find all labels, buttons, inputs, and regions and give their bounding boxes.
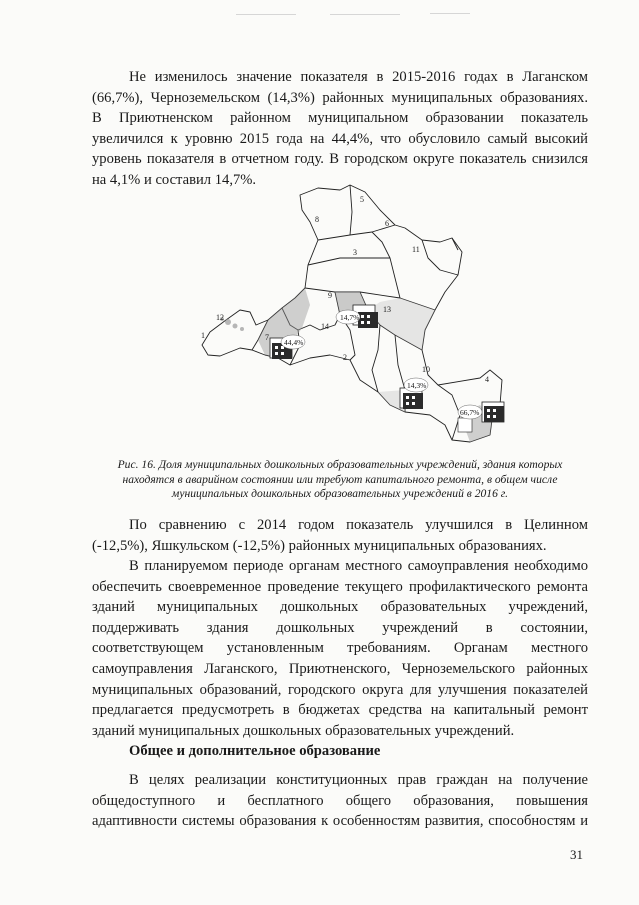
district-number-10: 10 xyxy=(422,365,430,374)
percent-label-city: 14,7% xyxy=(340,313,360,322)
percent-label-chernozemelsky: 14,3% xyxy=(407,381,427,390)
text-line: По сравнению с 2014 годом показатель улучшился в Целинном xyxy=(129,517,588,533)
paragraph-education xyxy=(92,770,588,832)
scan-artifact xyxy=(236,14,296,15)
text-line: поддерживать здания дошкольных учреждений в состоянии, xyxy=(92,619,588,636)
paragraph-recommendations xyxy=(92,556,588,741)
figure-caption xyxy=(92,458,588,502)
text-line: уровень показателя в отчетном году. В городском округе показатель снизился xyxy=(92,151,588,168)
page-number: 31 xyxy=(570,847,583,862)
text-line: В целях реализации конституционных прав граждан на получение xyxy=(129,772,588,788)
district-number-3: 3 xyxy=(353,248,357,257)
text-line: зданий муниципальных дошкольных образовательных учреждений, xyxy=(92,599,588,616)
district-number-11: 11 xyxy=(412,245,420,254)
paragraph-intro xyxy=(92,67,588,191)
text-line: адаптивности системы образования к особенностям развития, способностям и xyxy=(92,813,588,830)
district-map xyxy=(190,180,520,455)
scan-artifact xyxy=(430,13,470,14)
text-line: (66,7%), Черноземельском (14,3%) районных муниципальных образованиях. xyxy=(92,89,588,106)
text-line: соответствующем установленным требованиям. Органам местного xyxy=(92,640,588,657)
text-line: (-12,5%), Яшкульском (-12,5%) районных муниципальных образованиях. xyxy=(92,537,547,554)
district-number-4: 4 xyxy=(485,375,489,384)
text-line: В планируемом периоде органам местного самоуправления необходимо xyxy=(129,558,588,574)
text-line: увеличился к уровню 2015 года на 44,4%, что обусловило самый высокий xyxy=(92,130,588,147)
percent-label-priyutnensky: 44,4% xyxy=(284,338,304,347)
caption-line: муниципальных дошкольных образовательных учреждений в 2016 г. xyxy=(171,487,509,501)
text-line: обеспечить своевременное проведение текущего профилактического ремонта xyxy=(92,578,588,595)
percent-label-lagansky: 66,7% xyxy=(460,408,480,417)
text-line: общедоступного и бесплатного общего образования, повышения xyxy=(92,792,588,809)
district-number-13: 13 xyxy=(383,305,391,314)
text-line: Не изменилось значение показателя в 2015-2016 годах в Лаганском xyxy=(129,69,588,85)
text-line: на 4,1% и составил 14,7%. xyxy=(92,171,257,188)
text-line: В Приютненском районном муниципальном образовании показатель xyxy=(92,110,588,127)
district-number-6: 6 xyxy=(385,219,389,228)
text-line: зданий муниципальных дошкольных образовательных учреждений. xyxy=(92,722,515,739)
scan-artifact xyxy=(330,14,400,15)
district-number-12: 12 xyxy=(216,313,224,322)
district-number-14: 14 xyxy=(321,322,329,331)
text-line: предлагается предусмотреть в бюджетах средства на капитальный ремонт xyxy=(92,702,588,719)
district-number-9: 9 xyxy=(328,291,332,300)
text-line: самоуправления Лаганского, Приютненского, Черноземельского районных xyxy=(92,660,588,677)
district-number-2: 2 xyxy=(343,353,347,362)
text-line: муниципальных образований, городского округа для улучшения показателей xyxy=(92,681,588,698)
district-number-1: 1 xyxy=(201,331,205,340)
district-number-8: 8 xyxy=(315,215,319,224)
section-heading: Общее и дополнительное образование xyxy=(129,743,381,759)
district-number-5: 5 xyxy=(360,195,364,204)
caption-line: Рис. 16. Доля муниципальных дошкольных образовательных учреждений, здания которых xyxy=(117,458,563,471)
paragraph-comparison xyxy=(92,515,588,556)
district-number-7: 7 xyxy=(265,333,269,342)
caption-line: находятся в аварийном состоянии или требуют капитального ремонта, в общем числе xyxy=(122,472,558,486)
